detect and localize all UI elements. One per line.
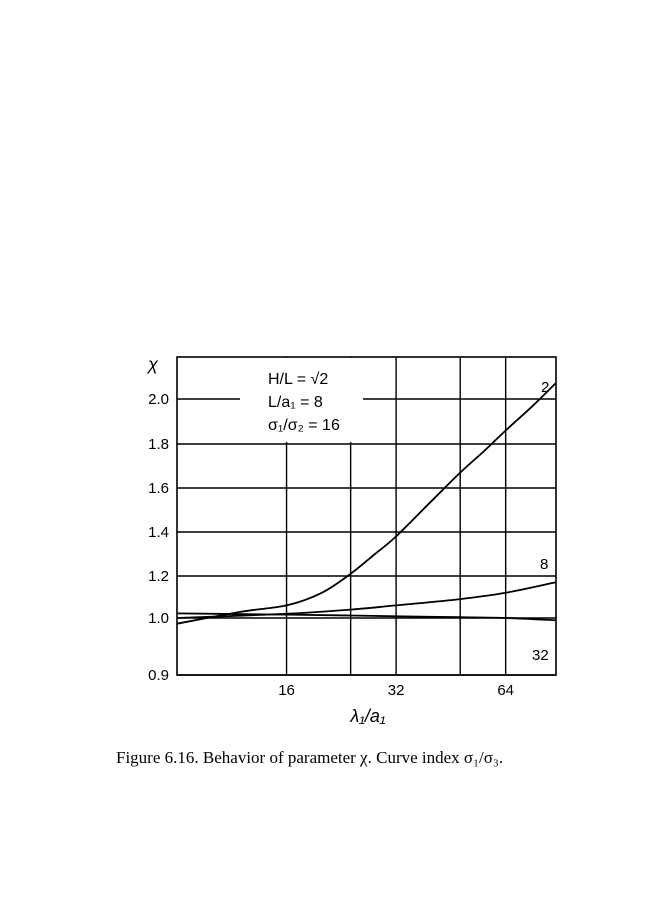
y-axis-label: χ <box>148 354 158 374</box>
series-label-8: 8 <box>540 556 549 573</box>
series-label-2: 2 <box>541 379 550 396</box>
y-tick-label: 1.4 <box>148 524 169 541</box>
y-tick-label: 1.0 <box>148 610 169 627</box>
annotation-line: L/a₁ = 8 <box>268 394 323 411</box>
plot-frame <box>177 357 556 675</box>
y-tick-label: 0.9 <box>148 667 169 684</box>
y-tick-label: 2.0 <box>148 391 169 408</box>
x-tick-label: 64 <box>497 682 515 699</box>
x-tick-label: 32 <box>387 682 405 699</box>
annotation-line: σ₁/σ₂ = 16 <box>268 417 340 434</box>
series-line-2 <box>177 383 556 624</box>
series-line-32 <box>177 613 556 620</box>
y-tick-label: 1.2 <box>148 568 169 585</box>
y-tick-label: 1.6 <box>148 480 169 497</box>
annotation-line: H/L = √2 <box>268 371 329 388</box>
x-tick-label: 16 <box>278 682 295 699</box>
series-label-32: 32 <box>532 647 549 664</box>
y-tick-label: 1.8 <box>148 436 169 453</box>
figure-caption: Figure 6.16. Behavior of parameter χ. Curve index σ₁/σ₃. <box>116 748 504 767</box>
x-axis-label: λ₁/a₁ <box>350 706 386 726</box>
